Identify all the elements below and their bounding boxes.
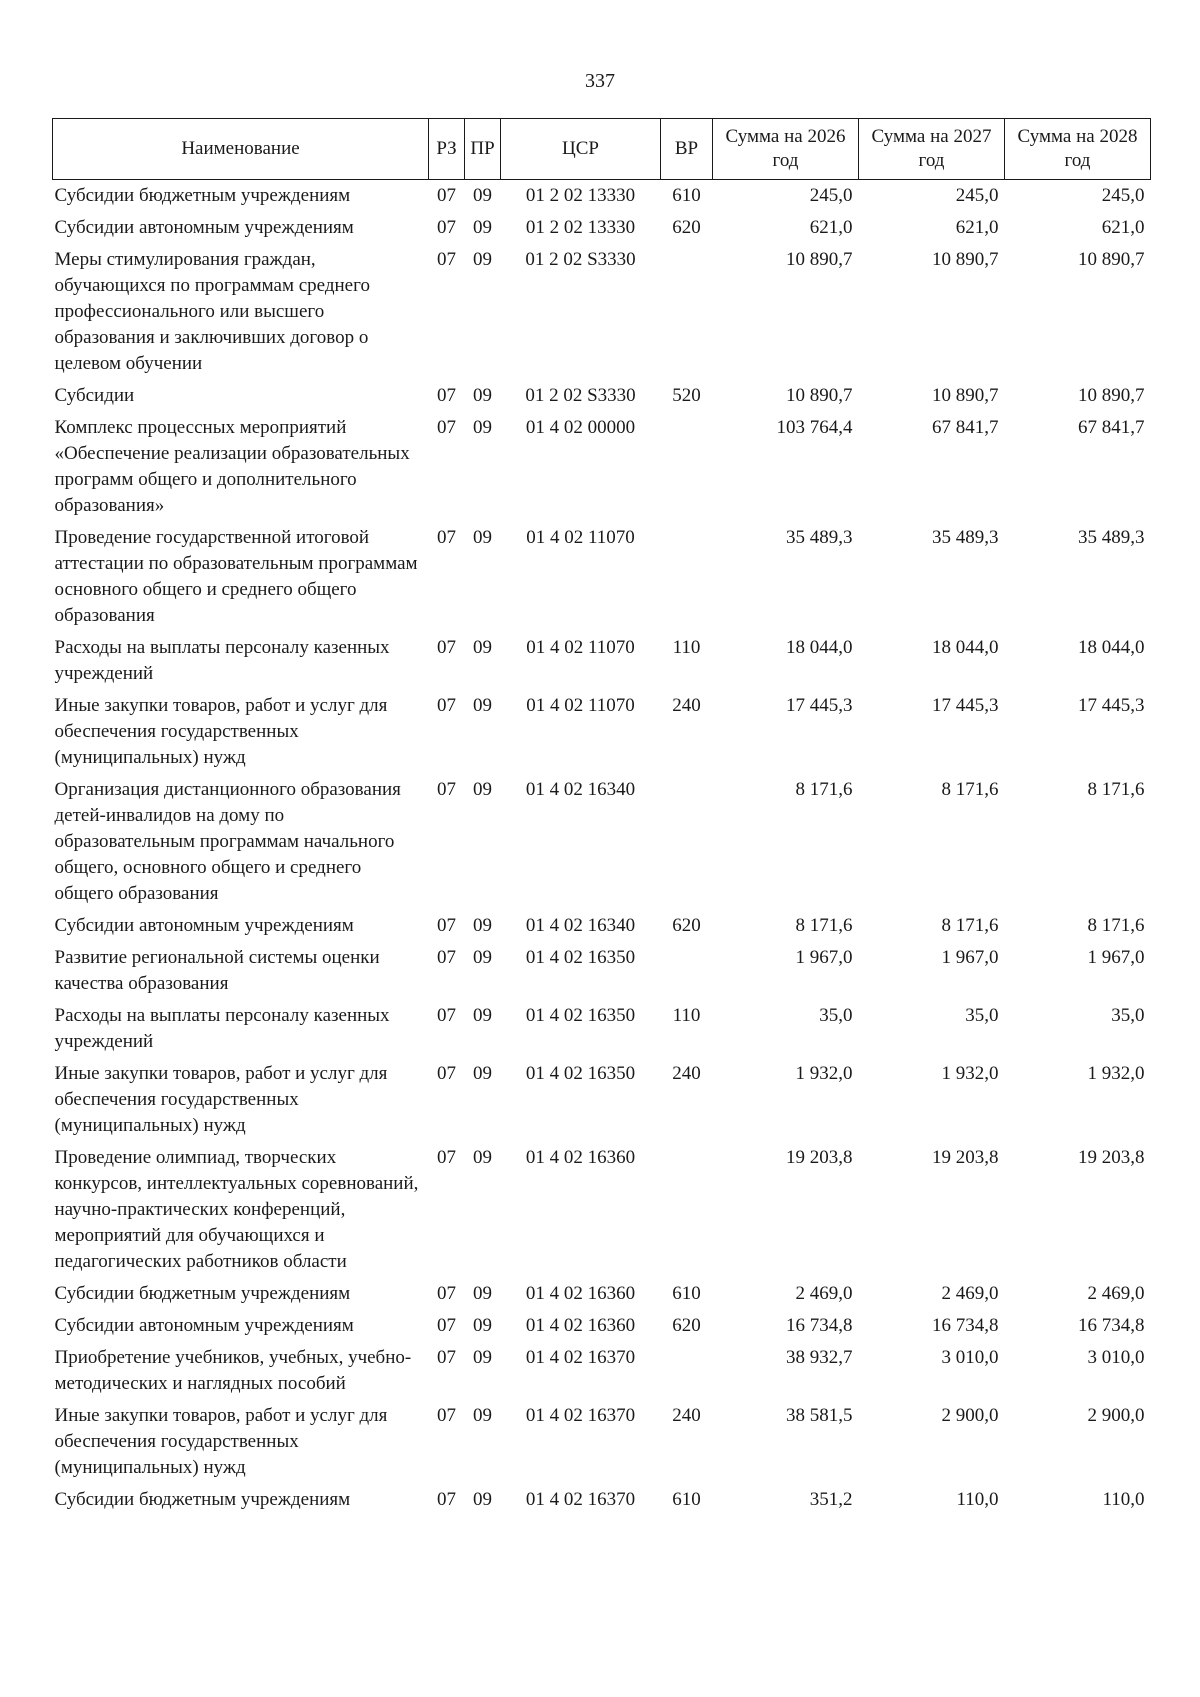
row-sum-2026: 351,2 (809, 1489, 853, 1510)
row-name: Субсидии бюджетным учреждениям (54, 1489, 351, 1510)
row-vr: 110 (672, 1005, 701, 1026)
row-pr: 09 (473, 915, 492, 936)
row-sum-2026: 1 967,0 (795, 947, 853, 968)
row-sum-2027: 10 890,7 (932, 385, 999, 406)
row-sum-2027: 19 203,8 (932, 1147, 999, 1168)
table-row (53, 1278, 1151, 1310)
header-sum-2026: Сумма на 2026 год (713, 119, 859, 180)
row-sum-2026: 2 469,0 (795, 1283, 853, 1304)
table-row (53, 774, 1151, 910)
row-pr: 09 (473, 1147, 492, 1168)
row-csr: 01 4 02 16370 (525, 1347, 636, 1368)
row-csr: 01 4 02 11070 (526, 695, 635, 716)
row-pr: 09 (473, 1347, 492, 1368)
row-sum-2027: 621,0 (955, 217, 999, 238)
row-sum-2026: 16 734,8 (786, 1315, 853, 1336)
header-sum-2027: Сумма на 2027 год (859, 119, 1005, 180)
row-vr (661, 1142, 713, 1278)
row-rz: 07 (437, 637, 456, 658)
row-rz: 07 (437, 1315, 456, 1336)
row-name: Организация дистанционного образования детей-инвалидов на дому по образовательным программам начального общего, основного общего и среднего общего образования (54, 779, 401, 904)
header-vr: ВР (661, 119, 713, 180)
row-sum-2026: 1 932,0 (795, 1063, 853, 1084)
row-vr: 610 (672, 185, 701, 206)
row-csr: 01 4 02 16360 (525, 1315, 636, 1336)
header-sum-2028: Сумма на 2028 год (1005, 119, 1151, 180)
row-sum-2026: 38 932,7 (786, 1347, 853, 1368)
row-name: Проведение государственной итоговой аттестации по образовательным программам основного общего и среднего общего образования (54, 527, 418, 626)
row-vr (661, 942, 713, 1000)
table-row (53, 1058, 1151, 1142)
table-row (53, 180, 1151, 213)
row-name: Иные закупки товаров, работ и услуг для обеспечения государственных (муниципальных) нужд (54, 1405, 388, 1478)
row-vr (661, 522, 713, 632)
row-sum-2028: 621,0 (1101, 217, 1145, 238)
table-row (53, 1142, 1151, 1278)
row-sum-2026: 10 890,7 (786, 249, 853, 270)
row-name: Расходы на выплаты персоналу казенных учреждений (54, 637, 390, 684)
table-body (53, 180, 1151, 1517)
row-csr: 01 4 02 16340 (525, 779, 636, 800)
table-row (53, 380, 1151, 412)
table-row (53, 632, 1151, 690)
row-sum-2027: 8 171,6 (941, 915, 999, 936)
row-name: Субсидии бюджетным учреждениям (54, 185, 351, 206)
row-pr: 09 (473, 1315, 492, 1336)
row-sum-2028: 18 044,0 (1078, 637, 1145, 658)
row-vr (661, 774, 713, 910)
row-sum-2026: 35 489,3 (786, 527, 853, 548)
row-name: Развитие региональной системы оценки качества образования (54, 947, 380, 994)
row-vr: 620 (672, 217, 701, 238)
row-sum-2027: 3 010,0 (941, 1347, 999, 1368)
row-name: Комплекс процессных мероприятий «Обеспечение реализации образовательных программ общего и дополнительного образования» (54, 417, 410, 516)
row-name: Проведение олимпиад, творческих конкурсов, интеллектуальных соревнований, научно-практических конференций, мероприятий для обучающихся и педагогических работников области (54, 1147, 419, 1272)
row-sum-2026: 10 890,7 (786, 385, 853, 406)
row-sum-2026: 17 445,3 (786, 695, 853, 716)
row-sum-2028: 35 489,3 (1078, 527, 1145, 548)
table-row (53, 244, 1151, 380)
row-sum-2028: 8 171,6 (1087, 779, 1145, 800)
row-csr: 01 2 02 S3330 (525, 249, 636, 270)
row-rz: 07 (437, 1147, 456, 1168)
row-name: Иные закупки товаров, работ и услуг для обеспечения государственных (муниципальных) нужд (54, 695, 388, 768)
row-sum-2026: 38 581,5 (786, 1405, 853, 1426)
row-sum-2027: 35 489,3 (932, 527, 999, 548)
row-rz: 07 (437, 695, 456, 716)
table-row (53, 212, 1151, 244)
row-name: Субсидии автономным учреждениям (54, 915, 354, 936)
row-pr: 09 (473, 185, 492, 206)
page-number: 337 (585, 70, 615, 92)
row-sum-2026: 18 044,0 (786, 637, 853, 658)
table-row (53, 412, 1151, 522)
table-row (53, 1342, 1151, 1400)
table-row (53, 910, 1151, 942)
table-row (53, 1484, 1151, 1516)
row-vr: 240 (672, 1063, 701, 1084)
row-sum-2028: 10 890,7 (1078, 249, 1145, 270)
row-sum-2027: 35,0 (965, 1005, 999, 1026)
row-sum-2028: 19 203,8 (1078, 1147, 1145, 1168)
row-pr: 09 (473, 1405, 492, 1426)
row-sum-2026: 245,0 (809, 185, 853, 206)
row-pr: 09 (473, 1005, 492, 1026)
row-pr: 09 (473, 217, 492, 238)
row-csr: 01 4 02 16360 (525, 1283, 636, 1304)
row-vr: 620 (672, 1315, 701, 1336)
row-pr: 09 (473, 947, 492, 968)
row-pr: 09 (473, 527, 492, 548)
table-row (53, 522, 1151, 632)
row-sum-2027: 1 967,0 (941, 947, 999, 968)
row-sum-2026: 8 171,6 (795, 915, 853, 936)
row-sum-2028: 8 171,6 (1087, 915, 1145, 936)
row-csr: 01 4 02 16350 (525, 1005, 636, 1026)
row-pr: 09 (473, 695, 492, 716)
row-sum-2026: 8 171,6 (795, 779, 853, 800)
header-pr: ПР (465, 119, 501, 180)
row-vr: 240 (672, 695, 701, 716)
row-sum-2027: 245,0 (955, 185, 999, 206)
row-pr: 09 (473, 1489, 492, 1510)
row-rz: 07 (437, 527, 456, 548)
row-sum-2027: 17 445,3 (932, 695, 999, 716)
row-csr: 01 4 02 16360 (525, 1147, 636, 1168)
row-rz: 07 (437, 947, 456, 968)
row-pr: 09 (473, 1283, 492, 1304)
header-csr: ЦСР (501, 119, 661, 180)
row-rz: 07 (437, 217, 456, 238)
row-sum-2028: 2 469,0 (1087, 1283, 1145, 1304)
row-name: Иные закупки товаров, работ и услуг для обеспечения государственных (муниципальных) нужд (54, 1063, 388, 1136)
header-name: Наименование (53, 119, 429, 180)
row-csr: 01 2 02 13330 (525, 217, 636, 238)
row-sum-2026: 103 764,4 (776, 417, 853, 438)
row-sum-2027: 110,0 (956, 1489, 999, 1510)
row-sum-2027: 1 932,0 (941, 1063, 999, 1084)
row-name: Субсидии автономным учреждениям (54, 217, 354, 238)
row-sum-2027: 67 841,7 (932, 417, 999, 438)
row-sum-2027: 2 469,0 (941, 1283, 999, 1304)
row-pr: 09 (473, 1063, 492, 1084)
table-row (53, 1000, 1151, 1058)
row-sum-2028: 10 890,7 (1078, 385, 1145, 406)
row-vr (661, 412, 713, 522)
row-name: Меры стимулирования граждан, обучающихся по программам среднего профессионального или высшего образования и заключивших договор о целевом обучении (54, 249, 370, 374)
row-pr: 09 (473, 385, 492, 406)
row-sum-2028: 35,0 (1111, 1005, 1145, 1026)
row-rz: 07 (437, 1283, 456, 1304)
table-row (53, 1310, 1151, 1342)
header-rz: РЗ (429, 119, 465, 180)
table-header (53, 119, 1151, 180)
row-sum-2028: 245,0 (1101, 185, 1145, 206)
row-sum-2027: 2 900,0 (941, 1405, 999, 1426)
row-csr: 01 4 02 16370 (525, 1489, 636, 1510)
row-csr: 01 2 02 S3330 (525, 385, 636, 406)
row-sum-2028: 17 445,3 (1078, 695, 1145, 716)
row-vr: 520 (672, 385, 701, 406)
row-rz: 07 (437, 779, 456, 800)
row-name: Расходы на выплаты персоналу казенных учреждений (54, 1005, 390, 1052)
row-rz: 07 (437, 915, 456, 936)
row-sum-2027: 16 734,8 (932, 1315, 999, 1336)
row-name: Субсидии автономным учреждениям (54, 1315, 354, 1336)
row-sum-2028: 67 841,7 (1078, 417, 1145, 438)
row-name: Приобретение учебников, учебных, учебно-методических и наглядных пособий (54, 1347, 412, 1394)
row-rz: 07 (437, 185, 456, 206)
row-csr: 01 4 02 16350 (525, 947, 636, 968)
row-csr: 01 4 02 16350 (525, 1063, 636, 1084)
row-rz: 07 (437, 1005, 456, 1026)
row-rz: 07 (437, 385, 456, 406)
row-pr: 09 (473, 249, 492, 270)
row-sum-2028: 16 734,8 (1078, 1315, 1145, 1336)
row-name: Субсидии (54, 385, 135, 406)
row-csr: 01 4 02 16340 (525, 915, 636, 936)
row-rz: 07 (437, 249, 456, 270)
row-csr: 01 4 02 11070 (526, 527, 635, 548)
row-sum-2028: 3 010,0 (1087, 1347, 1145, 1368)
table-row (53, 690, 1151, 774)
row-csr: 01 2 02 13330 (525, 185, 636, 206)
row-rz: 07 (437, 1489, 456, 1510)
row-pr: 09 (473, 417, 492, 438)
table-row (53, 942, 1151, 1000)
row-sum-2028: 1 932,0 (1087, 1063, 1145, 1084)
row-csr: 01 4 02 11070 (526, 637, 635, 658)
row-sum-2027: 10 890,7 (932, 249, 999, 270)
row-csr: 01 4 02 00000 (525, 417, 636, 438)
row-rz: 07 (437, 1405, 456, 1426)
row-vr (661, 1342, 713, 1400)
row-sum-2027: 8 171,6 (941, 779, 999, 800)
row-vr: 110 (672, 637, 701, 658)
row-vr: 620 (672, 915, 701, 936)
row-sum-2027: 18 044,0 (932, 637, 999, 658)
row-rz: 07 (437, 1347, 456, 1368)
table-row (53, 1400, 1151, 1484)
row-sum-2028: 2 900,0 (1087, 1405, 1145, 1426)
row-sum-2028: 1 967,0 (1087, 947, 1145, 968)
row-rz: 07 (437, 417, 456, 438)
row-sum-2026: 19 203,8 (786, 1147, 853, 1168)
row-sum-2028: 110,0 (1102, 1489, 1145, 1510)
row-sum-2026: 621,0 (809, 217, 853, 238)
row-name: Субсидии бюджетным учреждениям (54, 1283, 351, 1304)
row-pr: 09 (473, 637, 492, 658)
row-sum-2026: 35,0 (819, 1005, 853, 1026)
budget-table (52, 118, 1151, 1516)
row-vr: 610 (672, 1489, 701, 1510)
row-vr: 610 (672, 1283, 701, 1304)
row-rz: 07 (437, 1063, 456, 1084)
row-csr: 01 4 02 16370 (525, 1405, 636, 1426)
row-vr: 240 (672, 1405, 701, 1426)
row-vr (661, 244, 713, 380)
row-pr: 09 (473, 779, 492, 800)
